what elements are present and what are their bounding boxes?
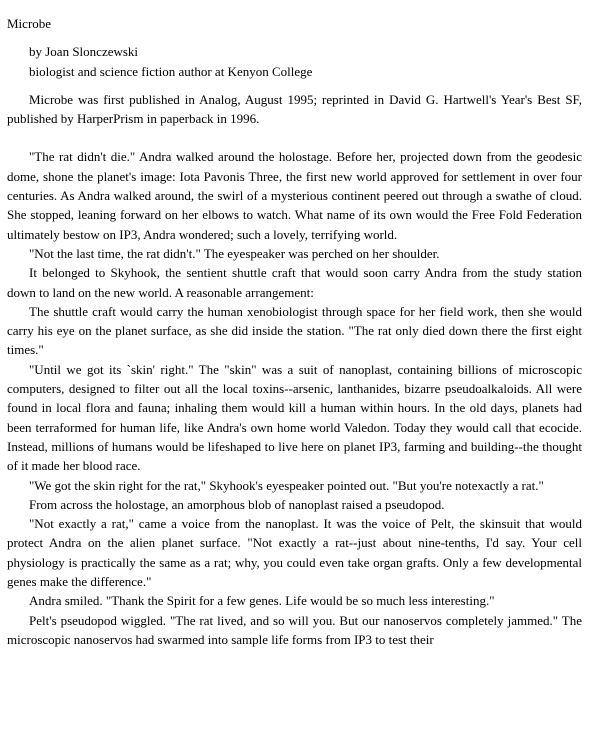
story-body [7, 147, 582, 649]
story-paragraph: "Until we got its `skin' right." The "skin" was a suit of nanoplast, containing billions of microscopic computers, designed to filter out all the local toxins--arsenic, lanthanides, bizarre pseudoalkaloids. All were found in local flora and fauna; inhaling them would kill a human within hours. In the old days, planets had been terraformed for human life, like Andra's own home world Valedon. Today they would call that ecocide. Instead, millions of humans would be lifeshaped to live here on planet IP3, farming and building--the thought of it made her blood race. [7, 361, 582, 474]
story-title: Microbe [7, 16, 52, 31]
story-paragraph: "Not exactly a rat," came a voice from the nanoplast. It was the voice of Pelt, the skinsuit that would protect Andra on the alien planet surface. "Not exactly a rat--just about nine-tenths, I'd say. Your cell physiology is practically the same as a rat; why, you could even take organ grafts. Only a few developmental genes make the difference." [7, 516, 582, 590]
byline [7, 42, 582, 81]
story-paragraph: It belonged to Skyhook, the sentient shuttle craft that would soon carry Andra from the study station down to land on the new world. A reasonable arrangement: [7, 265, 582, 300]
story-paragraph: "Not the last time, the rat didn't." The eyespeaker was perched on her shoulder. [29, 245, 440, 261]
story-paragraph: Pelt's pseudopod wiggled. "The rat lived, and so will you. But our nanoservos completely jammed." The microscopic nanoservos had swarmed into sample life forms from IP3 to test their [7, 612, 582, 647]
story-paragraph: "We got the skin right for the rat," Skyhook's eyespeaker pointed out. "But you're notexactly a rat." [29, 477, 544, 493]
story-paragraph: "The rat didn't die." Andra walked around the holostage. Before her, projected down from the geodesic dome, shone the planet's image: Iota Pavonis Three, the first new world approved for settlement in over four centuries. As Andra walked around, the swirl of a mysterious continent peered out through a swathe of cloud. She stopped, leaning forward on her elbows to watch. What name of its own would the Free Fold Federation ultimately bestow on IP3, Andra wondered; such a lovely, terrifying world. [7, 149, 582, 242]
story-paragraph: Andra smiled. "Thank the Spirit for a few genes. Life would be so much less interesting." [29, 593, 495, 609]
publication-note: Microbe was first published in Analog, August 1995; reprinted in David G. Hartwell's Year's Best SF, published by HarperPrism in paperback in 1996. [7, 91, 582, 127]
affiliation-line: biologist and science fiction author at Kenyon College [29, 63, 313, 79]
story-paragraph: From across the holostage, an amorphous blob of nanoplast raised a pseudopod. [29, 496, 445, 512]
story-paragraph: The shuttle craft would carry the human xenobiologist through space for her field work, then she would carry his eye on the planet surface, as she did inside the station. "The rat only died down there the first eight times." [7, 303, 582, 358]
author-line: by Joan Slonczewski [29, 44, 139, 60]
